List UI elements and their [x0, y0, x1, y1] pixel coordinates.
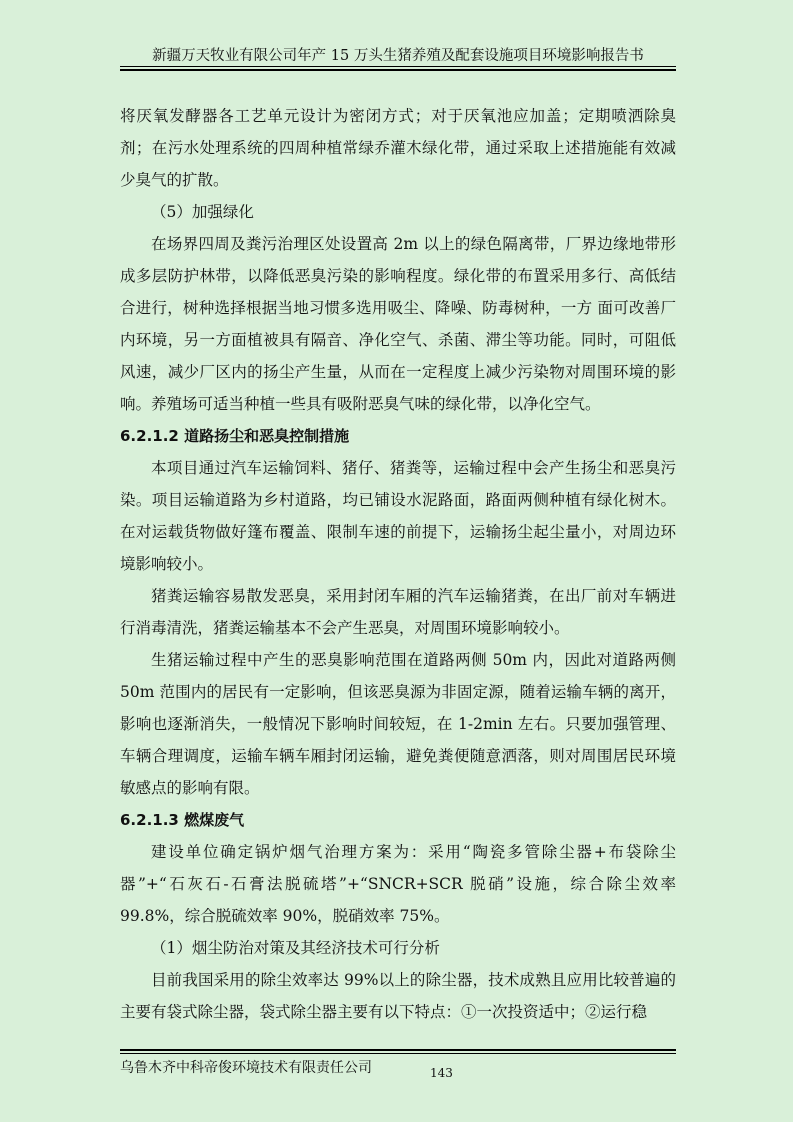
paragraph-continued: 将厌氧发酵器各工艺单元设计为密闭方式；对于厌氧池应加盖；定期喷洒除臭剂；在污水处理系统的四周种植常绿乔灌木绿化带，通过采取上述措施能有效减少臭气的扩散。: [120, 107, 676, 189]
footer-rule-thick: [120, 1049, 676, 1051]
paragraph: 建设单位确定锅炉烟气治理方案为：采用“陶瓷多管除尘器+布袋除尘器”+“石灰石-石膏法脱硫塔”+“SNCR+SCR 脱硝”设施，综合除尘效率 99.8%，综合脱硫效率 90%，脱硝效率 75%。: [120, 843, 676, 925]
header-rule-thick: [120, 69, 676, 71]
page-header-title: 新疆万天牧业有限公司年产 15 万头生猪养殖及配套设施项目环境影响报告书: [152, 48, 644, 64]
section-heading: 6.2.1.3 燃煤废气: [120, 811, 245, 829]
paragraph: 生猪运输过程中产生的恶臭影响范围在道路两侧 50m 内，因此对道路两侧 50m 范围内的居民有一定影响，但该恶臭源为非固定源，随着运输车辆的离开，影响也逐渐消失，一般情况下影响时间较短，在 1-2min 左右。只要加强管理、车辆合理调度，运输车辆车厢封闭运输，避免粪便随意洒落，则对周围居民环境敏感点的影响有限。: [120, 651, 676, 797]
footer-company-name: 乌鲁木齐中科帝俊环境技术有限责任公司: [120, 1060, 372, 1076]
list-item-heading: （1）烟尘防治对策及其经济技术可行分析: [151, 939, 440, 957]
paragraph: 目前我国采用的除尘效率达 99%以上的除尘器，技术成熟且应用比较普遍的主要有袋式除尘器，袋式除尘器主要有以下特点：①一次投资适中；②运行稳: [120, 971, 676, 1021]
list-item-heading: （5）加强绿化: [151, 203, 254, 221]
paragraph: 在场界四周及粪污治理区处设置高 2m 以上的绿色隔离带，厂界边缘地带形成多层防护林带，以降低恶臭污染的影响程度。绿化带的布置采用多行、高低结合进行，树种选择根据当地习惯多选用吸尘、降噪、防毒树种，一方 面可改善厂内环境，另一方面植被具有隔音、净化空气、杀菌、滞尘等功能。同时，可阻低风速，减少厂区内的扬尘产生量，从而在一定程度上减少污染物对周围环境的影响。养殖场可适当种植一些具有吸附恶臭气味的绿化带，以净化空气。: [120, 235, 676, 413]
paragraph: 猪粪运输容易散发恶臭，采用封闭车厢的汽车运输猪粪，在出厂前对车辆进行消毒清洗，猪粪运输基本不会产生恶臭，对周围环境影响较小。: [120, 587, 676, 637]
page-number: 143: [430, 1066, 453, 1080]
section-heading: 6.2.1.2 道路扬尘和恶臭控制措施: [120, 427, 350, 445]
footer-rule-thin: [120, 1053, 676, 1054]
document-body: [120, 100, 676, 1028]
paragraph: 本项目通过汽车运输饲料、猪仔、猪粪等，运输过程中会产生扬尘和恶臭污染。项目运输道路为乡村道路，均已铺设水泥路面，路面两侧种植有绿化树木。在对运载货物做好篷布覆盖、限制车速的前提下，运输扬尘起尘量小，对周边环境影响较小。: [120, 459, 676, 573]
header-rule-thin: [120, 66, 676, 67]
